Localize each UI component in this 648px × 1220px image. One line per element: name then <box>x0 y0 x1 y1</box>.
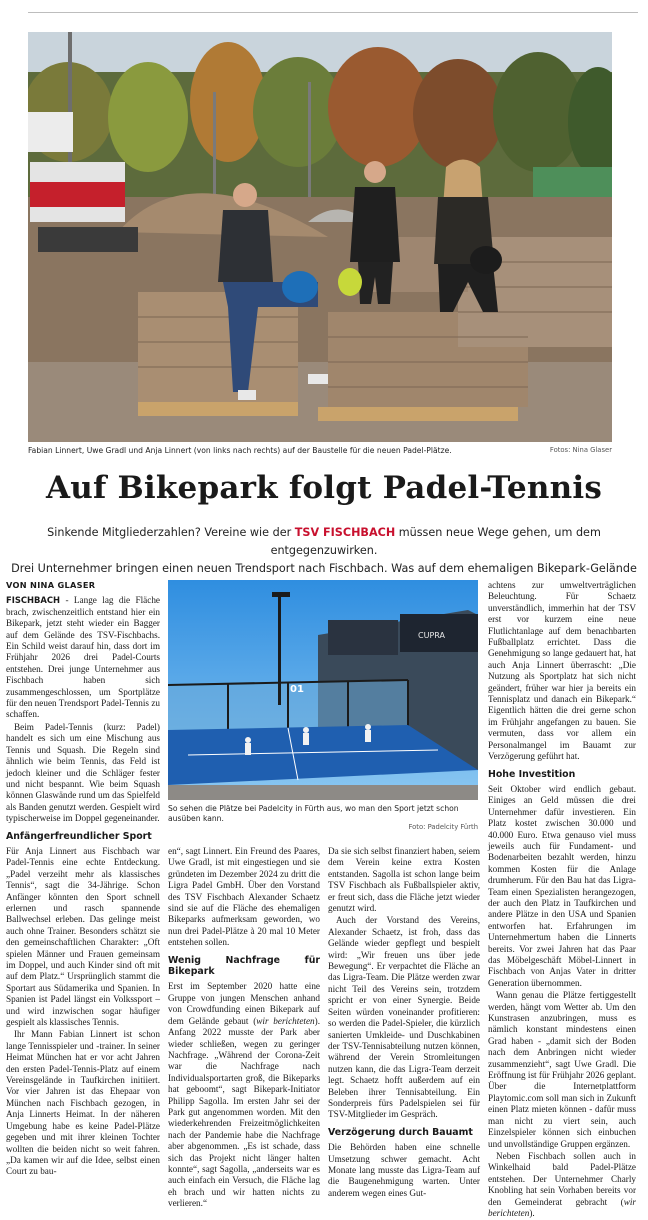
padel-court-credit: Foto: Padelcity Fürth <box>408 823 478 831</box>
paragraph: en“, sagt Linnert. Ein Freund des Paares, Uwe Gradl, ist mit eingestiegen und sie gründeten im Dezember 2024 zu dritt die Ligra Padel GmbH. Über den Vorstand des TSV Fischbach Alexander Schaetz sind sie auf die Fläche des ehemaligen Bikeparks aufmerksam geworden, wo nun drei Padel-Plätze à 20 mal 10 Meter entstehen sollen. <box>168 846 320 948</box>
paragraph: achtens zur umweltverträglichen Beleuchtung. Für Schaetz unverständlich, immerhin hat der TSV erst vor kurzem eine neue Flutlichtanlage auf dem benachbarten Fußballplatz errichtet. Dass die Genehmigung so lange gedauert hat, hat auch Anja Linnert überrascht: „Die Nutzung als Sportplatz hat sich nicht geändert, früher war hier ja bereits ein Tennisplatz und danach ein Bikepark.“ Eigentlich hätten die drei gerne schon im Frühjahr angefangen zu bauen. Sie vermuten, dass vor allem ein Personalmangel im Bauamt zur Verzögerung geführt hat. <box>488 580 636 762</box>
court-sign: CUPRA <box>418 631 445 640</box>
paragraph-text: - Lange lag die Fläche brach, zwischenzeitlich entstand hier ein Bikepark, jetzt steht wieder ein Bagger auf dem Gelände des TSV-Fischbachs. Ein Schild weist darauf hin, dass dort im Frühjahr 2026 drei Padel-Courts entstehen. Drei junge Unternehmer aus Fischbach haben sich zusammengeschlossen, um Sportplätze für den neuen Trendsport Padel-Tennis zu schaffen. <box>6 595 160 720</box>
paragraph-text: ). <box>529 1207 535 1218</box>
paragraph: Beim Padel-Tennis (kurz: Padel) handelt es sich um eine Mischung aus Tennis und Squash. Die Regeln sind ähnlich wie beim Tennis, das Feld ist jedoch kleiner und die Schläger fester und nicht bespannt. Wie beim Squash können Glaswände rund um das Spielfeld als Banden genutzt werden. Gespielt wird typischerweise im Doppel gegeneinander. <box>6 721 160 824</box>
construction-site-illustration <box>28 32 612 442</box>
paragraph-text: ). Anfang 2022 musste der Park aber wieder schließen, wegen zu geringer Nachfrage. „Während der Corona-Zeit war die Nachfrage nach Individualsportarten groß, die Bikeparks hat geboomt“, sagt Bikepark-Initiator Philipp Sagolla. Im ersten Jahr sei der Park gut angenommen worden. Mit den wiederkehrenden Freizeitmöglichkeiten nach der Pandemie habe die Nachfrage aber abgenommen. „Es ist schade, dass sich das Projekt nicht länger halten konnte“, sagt Sagolla, „anderseits war es auch einfach ein Versuch, die Fläche lag eh brach und wir hatten nichts zu verlieren.“ <box>168 1015 320 1209</box>
paragraph <box>6 595 160 720</box>
paragraph: Für Anja Linnert aus Fischbach war Padel-Tennis eine echte Entdeckung. „Padel verzeiht mehr als klassisches Tennis“, sagt die 34-Jährige. Schon Anfänger könnten den Sport schnell erlernen und rasch spannende Ballwechsel erleben. Das gelinge meist auch ohne Trainer. Besonders schätzt sie den gemeinschaftlichen Charakter: „Oft spielen Männer und Frauen gemeinsam im Doppel, und auch Kinder sind oft mit auf dem Platz.“ Ursprünglich stammt die Sportart aus Südamerika und Spanien. In Spanien ist Padel längst ein Volkssport – und wird inzwischen sogar häufiger gespielt als klassisches Tennis. <box>6 845 160 1028</box>
headline: Auf Bikepark folgt Padel-Tennis <box>45 470 603 506</box>
court-number: 01 <box>290 684 304 695</box>
paragraph-text: Erst im September 2020 hatte eine Gruppe von jungen Menschen anhand von Crowdfunding einen Bikepark auf dem Gelände gebaut ( <box>168 981 320 1026</box>
lead-line-1-pre: Sinkende Mitgliederzahlen? Vereine wie der <box>47 526 295 539</box>
lead-line-1-post: müssen neue Wege gehen, um dem entgegenzuwirken. <box>270 526 601 557</box>
padel-court-photo <box>168 580 478 800</box>
article-column-1 <box>6 580 160 1179</box>
subheading: Verzögerung durch Bauamt <box>328 1126 473 1138</box>
paragraph: Ihr Mann Fabian Linnert ist schon lange Tennisspieler und -trainer. In seiner Heimat München hat er vor acht Jahren den ersten Padel-Tennis-Platz auf einem Vereinsgelände in Taufkirchen initiiert. Vor vier Jahren ist das Ehepaar von München nach Fischbach gezogen, in Anja Linnerts Heimat. In der näheren Umgebung habe es keine Padel-Plätze gegeben und mit ihrer kleinen Tochter wollten die beiden nicht so weit fahren. „Da kamen wir auf die Idee, selbst einen Court zu bau- <box>6 1029 160 1177</box>
article-column-2 <box>168 846 320 1211</box>
club-highlight: TSV FISCHBACH <box>294 526 396 539</box>
subheading: Anfängerfreundlicher Sport <box>6 830 152 842</box>
paragraph: Da sie sich selbst finanziert haben, seiem dem Verein keine extra Kosten entstanden. Sagolla ist schon lange beim TSV Fischbach als Fußballspieler aktiv, er freut sich, dass die Fläche jetzt wieder genutzt wird. <box>328 846 480 914</box>
main-photo <box>28 32 612 442</box>
paragraph <box>488 1151 636 1219</box>
article-column-4 <box>488 580 636 1220</box>
subheading: Hohe Investition <box>488 768 576 780</box>
paragraph: Auch der Vorstand des Vereins, Alexander Schaetz, ist froh, dass das Gelände wieder gepflegt und bespielt wird: „Wir freuen uns über jede Bewegung“. Er verpachtet die Fläche an das Ligra-Team. Die Plätze werden zwar nicht Teil des Vereins sein, trotzdem spricht er von einer Synergie. Beide Seiten würden voneinander profitieren: so werden die Padel-Spieler, die kürzlich sanierten Umkleide- und Duschkabinen der TSV-Tennisabteilung nutzen können, während der Verein Stromleitungen nutzen kann, die das Ligra-Team derzeit legt. Schaetz hofft außerdem auf ein Beleben ihrer Tennisabteilung. Ein Sonderpreis fürs Padelspielen sei für TSV-Mitglieder im Gespräch. <box>328 915 480 1120</box>
byline: VON NINA GLASER <box>6 580 96 590</box>
lead-line-1 <box>6 524 642 560</box>
paragraph: Die Behörden haben eine schnelle Umsetzung schwer gemacht. Acht Monate lang musste das Ligra-Team auf die Baugenehmigung warten. Unter anderem wegen eines Gut- <box>328 1142 480 1198</box>
main-photo-caption-text: Fabian Linnert, Uwe Gradl und Anja Linnert (von links nach rechts) auf der Baustelle für die neuen Padel-Plätze. <box>28 446 452 455</box>
paragraph-emphasis: wir berichteten <box>488 1196 636 1218</box>
paragraph-emphasis: wir berichteten <box>256 1015 315 1026</box>
padel-court-illustration <box>168 580 478 800</box>
paragraph <box>168 981 320 1209</box>
main-photo-caption <box>28 446 612 455</box>
subheading: Wenig Nachfrage für Bikepark <box>168 954 320 978</box>
paragraph: Wann genau die Plätze fertiggestellt werden, hängt vom Wetter ab. Um den Kunstrasen anzubringen, muss es nämlich konstant mindestens einen Grad haben - „damit sich der Boden nach dem Anbringen nicht wieder zusammenzieht“, sagt Uwe Gradl. Die Eröffnung ist für Frühjahr 2026 geplant. Über die Internetplattform Playtomic.com soll man sich in Zukunft einen Platz mieten können - dafür muss man nicht zu viert sein, auch Einzelspieler können sich einbuchen und unvollständige Gruppen ergänzen. <box>488 990 636 1149</box>
padel-court-photo-caption <box>168 804 478 832</box>
lead-line-2: Drei Unternehmer bringen einen neuen Trendsport nach Fischbach. Was auf dem ehemaligen Bikepark-Gelände <box>11 562 637 575</box>
paragraph-text: Neben Fischbach sollen auch in Winkelhaid bald Padel-Plätze entstehen. Der Unternehmer Charly Knobling hat sein Vorhaben bereits vor den Gemeinderat gebracht ( <box>488 1150 636 1207</box>
paragraph: Seit Oktober wird endlich gebaut. Einiges an Geld müssen die drei Unternehmer dafür investieren. Ein Platz kostet zwischen 30.000 und 40.000 Euro. Etwa genauso viel muss jeweils auch für Fundament- und Bodenarbeiten bezahlt werden, hinzu kommen Kosten für die Anlage drumherum. Für den Bau hat das Ligra-Team einen Spezialisten herangezogen, der auch den Platz in Taufkirchen und andere Plätze in den USA und Spanien entworfen hat. Erfahrungen im Unternehmertum haben die Linnerts bereits. Vor zwei Jahren hat das Paar das Möbelgeschäft Möbel-Linnert in Fischbach von Anjas Vater in dritter Generation übernommen. <box>488 783 636 988</box>
padel-court-caption-text: So sehen die Plätze bei Padelcity in Fürth aus, wo man den Sport jetzt schon ausüben kann. <box>168 804 459 823</box>
main-photo-credit: Fotos: Nina Glaser <box>549 446 612 454</box>
article-column-3 <box>328 846 480 1200</box>
top-rule <box>28 12 638 13</box>
dateline: FISCHBACH <box>6 595 61 606</box>
